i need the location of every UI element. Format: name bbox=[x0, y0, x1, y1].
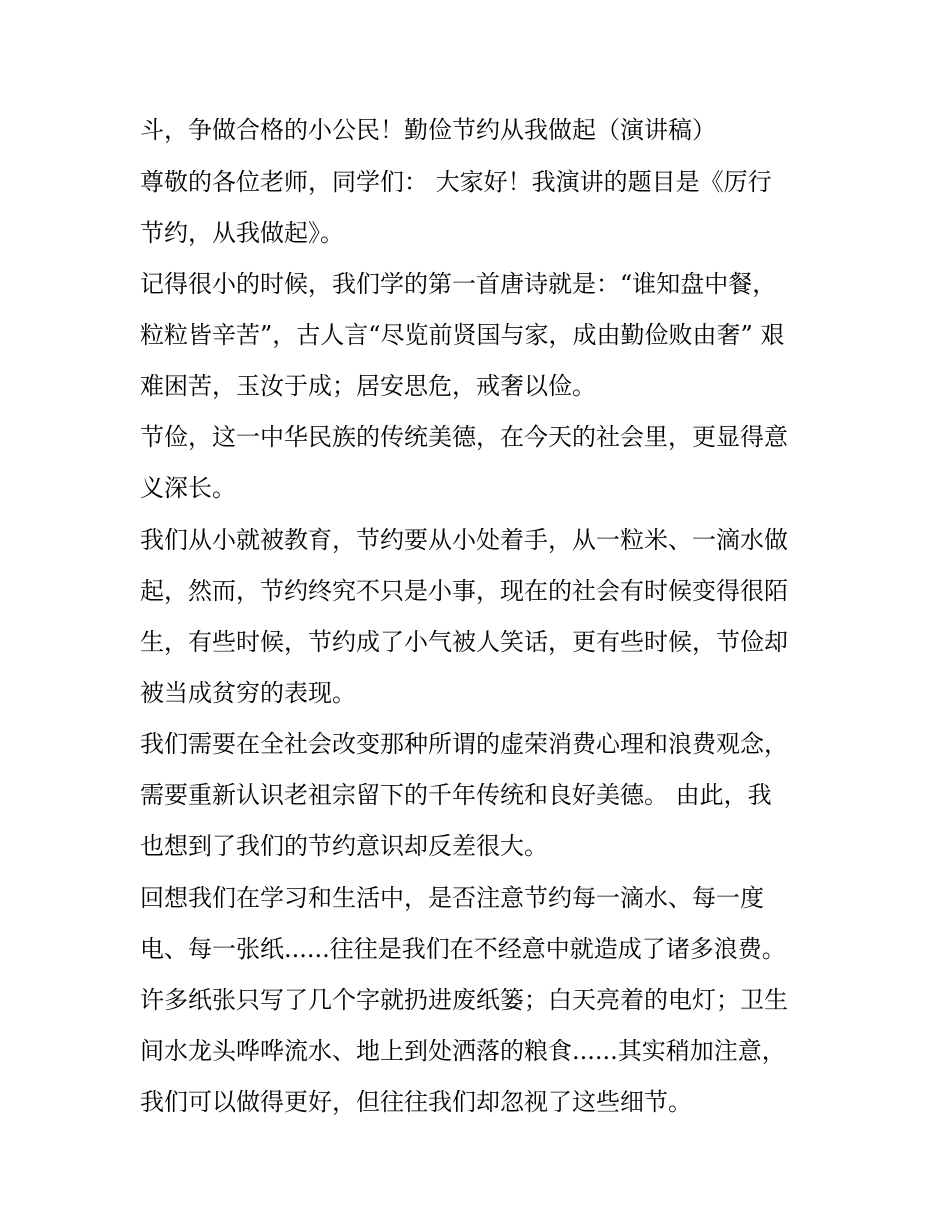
text-line: 间水龙头哗哗流水、地上到处洒落的粮食......其实稍加注意， bbox=[140, 1037, 786, 1065]
text-line: 我们需要在全社会改变那种所谓的虚荣消费心理和浪费观念， bbox=[140, 730, 788, 758]
text-line: 斗，争做合格的小公民！勤俭节约从我做起（演讲稿） bbox=[140, 116, 716, 144]
text-line: 需要重新认识老祖宗留下的千年传统和良好美德。 由此，我 bbox=[140, 781, 772, 809]
text-line: 起，然而，节约终究不只是小事，现在的社会有时候变得很陌 bbox=[140, 577, 788, 605]
text-line: 节约，从我做起》。 bbox=[140, 219, 344, 247]
text-line: 尊敬的各位老师，同学们： 大家好！我演讲的题目是《厉行 bbox=[140, 168, 772, 196]
text-line: 许多纸张只写了几个字就扔进废纸篓；白天亮着的电灯；卫生 bbox=[140, 986, 788, 1014]
text-line: 也想到了我们的节约意识却反差很大。 bbox=[140, 832, 548, 860]
text-line: 电、每一张纸......往往是我们在不经意中就造成了诸多浪费。 bbox=[140, 935, 786, 963]
text-line: 生，有些时候，节约成了小气被人笑话，更有些时候，节俭却 bbox=[140, 628, 788, 656]
text-line: 我们可以做得更好，但往往我们却忽视了这些细节。 bbox=[140, 1088, 692, 1116]
text-line: 难困苦，玉汝于成；居安思危，戒奢以俭。 bbox=[140, 372, 596, 400]
text-line: 节俭，这一中华民族的传统美德，在今天的社会里，更显得意 bbox=[140, 423, 788, 451]
text-line: 记得很小的时候，我们学的第一首唐诗就是：“谁知盘中餐， bbox=[140, 270, 777, 298]
text-line: 义深长。 bbox=[140, 474, 236, 502]
text-line: 被当成贫穷的表现。 bbox=[140, 679, 356, 707]
text-line: 粒粒皆辛苦”，古人言“尽览前贤国与家，成由勤俭败由奢” 艰 bbox=[140, 321, 785, 349]
text-line: 我们从小就被教育，节约要从小处着手，从一粒米、一滴水做 bbox=[140, 526, 788, 554]
text-line: 回想我们在学习和生活中，是否注意节约每一滴水、每一度 bbox=[140, 884, 764, 912]
